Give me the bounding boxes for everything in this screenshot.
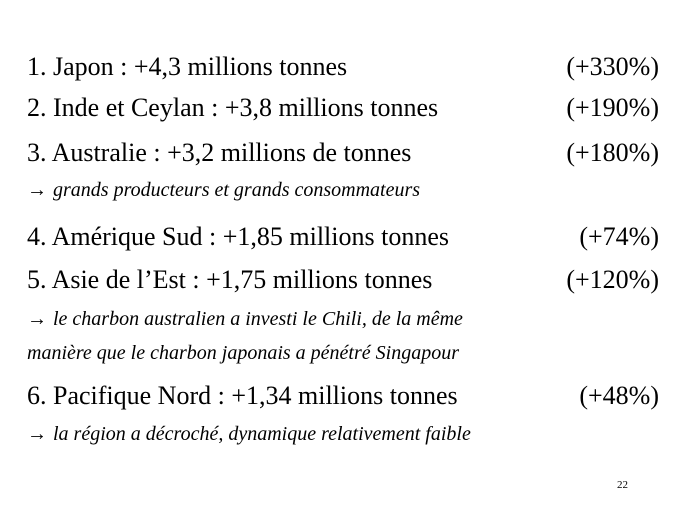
note-text: le charbon australien a investi le Chili, de la même (53, 308, 463, 330)
item-australie (27, 136, 659, 170)
arrow-icon: → (27, 308, 47, 330)
item-amerique-sud (27, 220, 659, 254)
item-pacifique-nord (27, 379, 659, 413)
arrow-icon: → (27, 423, 47, 445)
item-percentage: (+74%) (579, 222, 659, 251)
page-number: 22 (617, 479, 628, 491)
item-percentage: (+190%) (566, 93, 659, 122)
item-percentage: (+180%) (566, 138, 659, 167)
item-inde-ceylan (27, 91, 659, 125)
item-percentage: (+330%) (566, 52, 659, 81)
item-label: 4. Amérique Sud : +1,85 millions tonnes (27, 222, 449, 251)
note-producers (27, 177, 667, 203)
item-asie-est (27, 263, 659, 297)
item-label: 1. Japon : +4,3 millions tonnes (27, 52, 348, 81)
note-text: la région a décroché, dynamique relativement faible (53, 423, 471, 445)
note-text: grands producteurs et grands consommateurs (53, 179, 421, 201)
item-label: 6. Pacifique Nord : +1,34 millions tonnes (27, 381, 458, 410)
note-coal-line-1 (27, 306, 667, 332)
item-percentage: (+120%) (566, 265, 659, 294)
note-coal-line-2 (27, 340, 667, 366)
note-text: manière que le charbon japonais a pénétré Singapour (27, 342, 459, 364)
item-japon (27, 50, 659, 84)
note-region (27, 421, 667, 447)
item-label: 5. Asie de l’Est : +1,75 millions tonnes (27, 265, 433, 294)
item-label: 2. Inde et Ceylan : +3,8 millions tonnes (27, 93, 439, 122)
arrow-icon: → (27, 179, 47, 201)
item-percentage: (+48%) (579, 381, 659, 410)
item-label: 3. Australie : +3,2 millions de tonnes (27, 138, 412, 167)
